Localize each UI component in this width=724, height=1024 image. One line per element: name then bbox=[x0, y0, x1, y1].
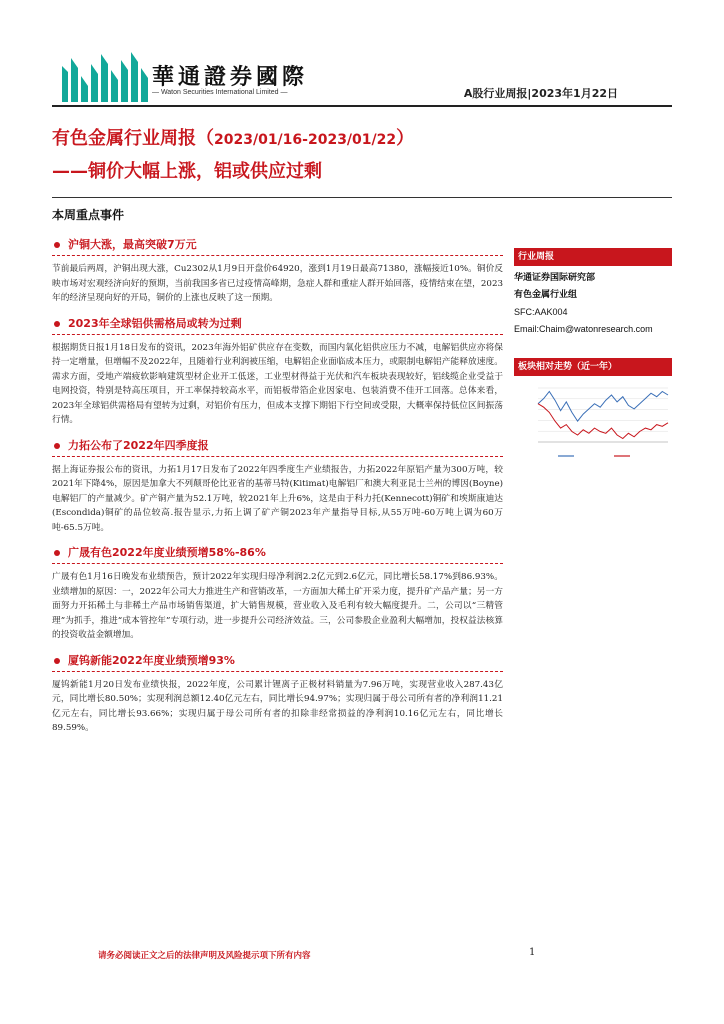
news-heading-text: 力拓公布了2022年四季度报 bbox=[68, 438, 209, 452]
news-heading-text: 广晟有色2022年度业绩预增58%-86% bbox=[68, 546, 266, 559]
news-body: 据上海证券报公布的资讯，力拓1月17日发布了2022年四季度生产业绩报告，力拓2022年原铝产量为300万吨，较2021年下降4%，原因是加拿大不列颠哥伦比亚省的基蒂马特(Kitimat)电解铝厂和澳大利亚昆士兰州的博因(Boyne)电解铝厂的产量减少。矿产铜产量为52.1万吨，较2021年上升6%，这是由于科力托(Kennecott)铜矿和埃斯康迪达(Escondida)铜矿的品位较高.报告显示,力拓上调了矿产铜2023年产量指导目标,从55万吨-60万吨上调为60万吨-65.5万吨。 bbox=[52, 464, 503, 533]
chart-series-line-1 bbox=[538, 392, 668, 422]
news-body: 根据期货日报1月18日发布的资讯，2023年海外铝矿供应存在变数，而国内氧化铝供应压力不减，电解铝供应亦将保持一定增量，但增幅不及2022年，且随着行业利润被压缩，电解铝企业面临成本压力，或限制电解铝产能释放速度。需求方面，受地产端疲软影响建筑型材企业开工低迷，工业型材得益于光伏和汽车板块表现较好，铝线缆企业受益于电网投资，特别是特高压项目，开工率保持较高水平，而铝板带箔企业因家电、包装消费不佳开工回落。总体来看，2023年全球铝供需格局有望转为过剩，对铝价有压力，但成本支撑下期铝下行空间或受限，大概率保持低位区间振荡行情。 bbox=[52, 342, 503, 425]
brand-name-cn: 華通證券國際 bbox=[152, 64, 309, 90]
news-heading-text: 沪铜大涨，最高突破7万元 bbox=[68, 238, 197, 251]
main-content bbox=[52, 238, 503, 747]
news-body: 广晟有色1月16日晚发布业绩预告，预计2022年实现归母净利润2.2亿元到2.6亿元，同比增长58.17%到86.93%。业绩增加的原因：一，2022年公司大力推进生产和营销改革，一方面加大稀土矿开采力度，提升矿产品产量；另一方面努力开拓稀土与非稀土产品市场销售渠道，扩大销售规模，营业收入及毛利有较大幅度提升。二，公司以“三精管理”为抓手，推进“成本管控年”专项行动，进一步提升公司经济效益。三，公司参股企业盈利大幅增加，投权益法核算的投资收益金额增加。 bbox=[52, 572, 503, 640]
news-heading bbox=[52, 546, 503, 564]
page-number: 1 bbox=[529, 947, 536, 958]
sidebar bbox=[514, 248, 672, 462]
news-heading bbox=[52, 654, 503, 672]
report-type-date: A股行业周报|2023年1月22日 bbox=[463, 87, 618, 100]
news-item bbox=[52, 317, 503, 428]
title-main: 有色金属行业周报（ bbox=[52, 128, 214, 149]
news-body: 厦钨新能1月20日发布业绩快报，2022年度，公司累计锂离子正极材料销量为7.96万吨，实现营业收入287.43亿元，同比增长80.50%；实现利润总额12.40亿元左右，同比增长94.97%；实现归属于母公司所有者的净利润11.21亿元左右，同比增长93.66%；实现归属于母公司所有者的扣除非经常损益的净利润10.16亿元左右，同比增长89.59%。 bbox=[52, 679, 503, 733]
report-subtitle: ——铜价大幅上涨，铝或供应过剩 bbox=[52, 161, 322, 182]
report-title bbox=[52, 124, 414, 150]
bullet-icon bbox=[54, 658, 60, 664]
news-item bbox=[52, 238, 503, 306]
news-heading-text: 厦钨新能2022年度业绩预增93% bbox=[68, 653, 235, 667]
section-label: 本周重点事件 bbox=[52, 208, 125, 222]
footer-disclaimer: 请务必阅读正文之后的法律声明及风险提示项下所有内容 bbox=[98, 951, 311, 961]
sidebar-heading-weekly: 行业周报 bbox=[514, 248, 672, 266]
waton-logo bbox=[62, 52, 148, 102]
bullet-icon bbox=[54, 550, 60, 556]
sidebar-sfc: SFC:AAK004 bbox=[514, 307, 568, 317]
news-body: 节前最后两周，沪铜出现大涨，Cu2302从1月9日开盘价64920，涨到1月19日最高71380，涨幅接近10%。铜价反映市场对宏观经济向好的预期，当前我国多省已过疫情高峰期，急症人群和重症人群开始回落，疫情结束在望，2023年的经济呈现向好的开局，铜价的上涨也反映了这一预期。 bbox=[52, 264, 503, 303]
news-item bbox=[52, 546, 503, 643]
chart-series-line-2 bbox=[538, 404, 668, 439]
news-heading bbox=[52, 317, 503, 335]
news-item bbox=[52, 439, 503, 536]
relative-trend-chart bbox=[514, 382, 672, 462]
sidebar-institute: 华通证券国际研究部 bbox=[514, 273, 596, 283]
sidebar-heading-trend: 板块相对走势（近一年） bbox=[514, 358, 672, 376]
title-date-range: 2023/01/16-2023/01/22 bbox=[214, 132, 397, 148]
bullet-icon bbox=[54, 242, 60, 248]
sidebar-email: Email:Chaim@watonresearch.com bbox=[514, 324, 653, 334]
header-divider bbox=[52, 105, 672, 107]
brand-name-en: — Waton Securities International Limited — bbox=[152, 89, 288, 96]
news-item bbox=[52, 654, 503, 736]
title-close: ） bbox=[396, 128, 415, 149]
title-divider bbox=[52, 197, 672, 198]
news-heading-text: 2023年全球铝供需格局或转为过剩 bbox=[68, 316, 242, 330]
news-heading bbox=[52, 238, 503, 256]
news-heading bbox=[52, 439, 503, 457]
sidebar-group: 有色金属行业组 bbox=[514, 290, 578, 300]
bullet-icon bbox=[54, 321, 60, 327]
bullet-icon bbox=[54, 443, 60, 449]
